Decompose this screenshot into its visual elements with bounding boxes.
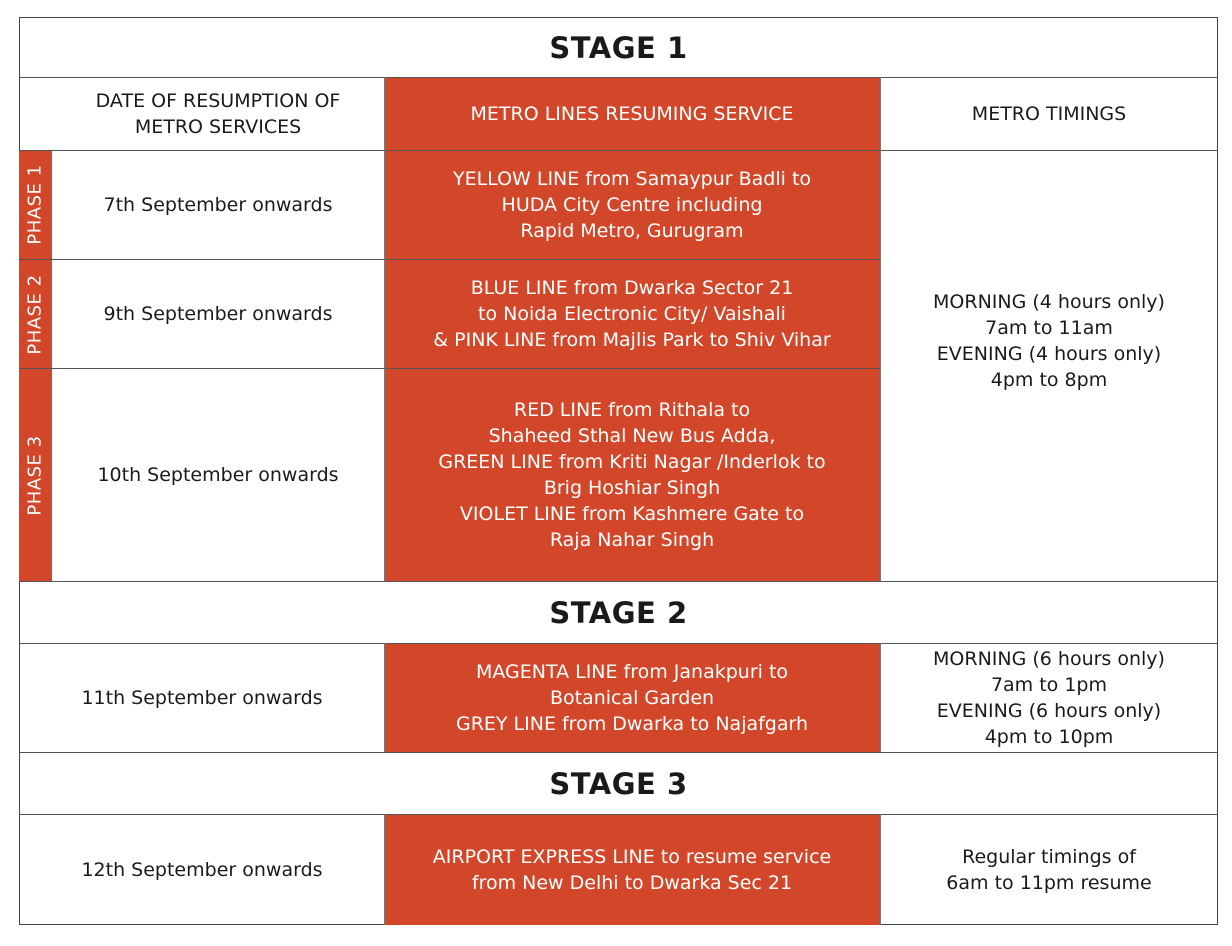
phase3-label: PHASE 3 <box>25 434 46 516</box>
divider <box>19 150 1218 151</box>
stage2-timings: MORNING (6 hours only) 7am to 1pm EVENING (6 hours only) 4pm to 10pm <box>933 647 1165 748</box>
phase3-lines: RED LINE from Rithala to Shaheed Sthal New Bus Adda, GREEN LINE from Kriti Nagar /Inderlok to Brig Hoshiar Singh VIOLET LINE from Kashmere Gate to Raja Nahar Singh <box>384 369 880 581</box>
divider <box>880 77 881 581</box>
divider <box>19 259 880 260</box>
divider <box>19 643 1218 644</box>
stage2-title: STAGE 2 <box>549 595 688 630</box>
divider <box>880 814 881 925</box>
stage2-date: 11th September onwards <box>81 686 323 709</box>
stage3-date: 12th September onwards <box>81 859 323 881</box>
header-lines: METRO LINES RESUMING SERVICE <box>384 77 880 150</box>
divider <box>19 368 880 369</box>
phase3-tab <box>19 369 52 581</box>
phase2-lines: BLUE LINE from Dwarka Sector 21 to Noida Electronic City/ Vaishali & PINK LINE from Majlis Park to Shiv Vihar <box>384 260 880 368</box>
stage2-lines: MAGENTA LINE from Janakpuri to Botanical Garden GREY LINE from Dwarka to Najafgarh <box>384 643 880 752</box>
divider <box>19 581 1218 582</box>
phase2-date: 9th September onwards <box>103 303 333 325</box>
phase1-lines: YELLOW LINE from Samaypur Badli to HUDA City Centre including Rapid Metro, Gurugram <box>384 150 880 259</box>
divider <box>384 643 385 752</box>
stage3-lines: AIRPORT EXPRESS LINE to resume service from New Delhi to Dwarka Sec 21 <box>384 815 880 925</box>
phase1-label: PHASE 1 <box>25 164 46 245</box>
phase1-date: 7th September onwards <box>103 193 333 216</box>
divider <box>19 752 1218 753</box>
header-timings: METRO TIMINGS <box>971 102 1127 125</box>
phase1-tab <box>19 150 52 259</box>
stage3-timings: Regular timings of 6am to 11pm resume <box>946 846 1152 894</box>
phase3-date: 10th September onwards <box>97 464 339 486</box>
header-date: DATE OF RESUMPTION OF METRO SERVICES <box>95 89 341 138</box>
divider <box>384 814 385 925</box>
phase2-tab <box>19 260 52 368</box>
stage1-timings: MORNING (4 hours only) 7am to 11am EVENING (4 hours only) 4pm to 8pm <box>933 290 1165 391</box>
divider <box>19 814 1218 815</box>
divider <box>19 77 1218 78</box>
divider <box>880 643 881 752</box>
divider <box>384 77 385 581</box>
stage3-title: STAGE 3 <box>549 767 688 801</box>
phase2-label: PHASE 2 <box>25 273 46 355</box>
stage1-title: STAGE 1 <box>549 30 688 65</box>
